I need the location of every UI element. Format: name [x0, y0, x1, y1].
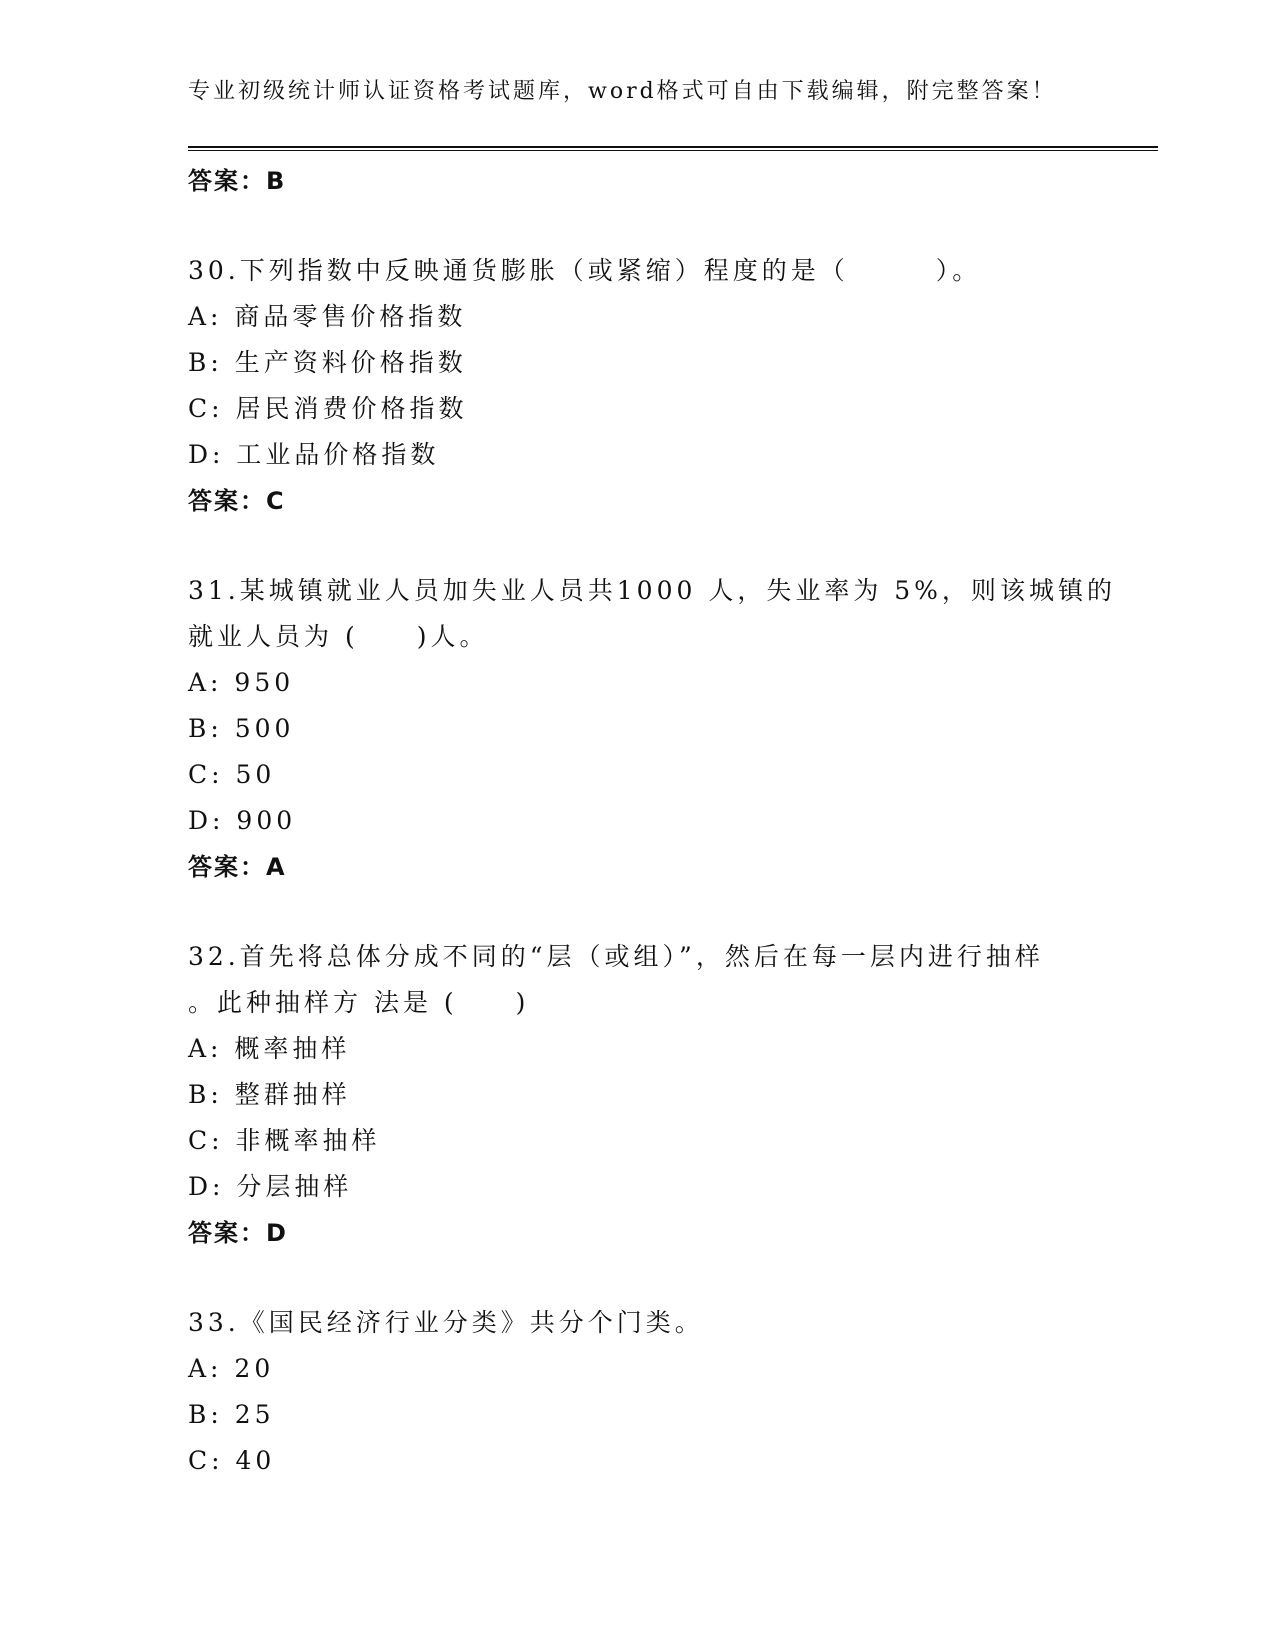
option-a: A: 20	[188, 1354, 275, 1383]
question-31	[188, 568, 1118, 890]
option-b: B: 25	[188, 1400, 275, 1429]
option-a: A: 商品零售价格指数	[188, 302, 467, 331]
question-stem: 31.某城镇就业人员加失业人员共1000 人，失业率为 5%，则该城镇的	[188, 576, 1116, 605]
question-32	[188, 934, 1118, 1256]
question-stem-continued: 就业人员为 ( )人。	[188, 622, 489, 651]
option-d: D: 900	[188, 806, 297, 835]
answer-label: 答案：A	[188, 853, 287, 881]
question-stem: 32.首先将总体分成不同的“层（或组）”，然后在每一层内进行抽样	[188, 942, 1044, 971]
question-stem: 33.《国民经济行业分类》共分个门类。	[188, 1308, 704, 1337]
previous-answer: 答案：B	[188, 167, 287, 195]
option-b: B: 生产资料价格指数	[188, 348, 467, 377]
option-c: C: 40	[188, 1446, 276, 1475]
question-30	[188, 248, 1118, 524]
question-33	[188, 1300, 1118, 1484]
spacer	[188, 204, 1118, 248]
answer-label: 答案：C	[188, 487, 286, 515]
question-stem: 30.下列指数中反映通货膨胀（或紧缩）程度的是（ ）。	[188, 256, 982, 285]
option-c: C: 居民消费价格指数	[188, 394, 468, 423]
option-c: C: 非概率抽样	[188, 1126, 381, 1155]
option-c: C: 50	[188, 760, 276, 789]
option-a: A: 950	[188, 668, 295, 697]
option-b: B: 整群抽样	[188, 1080, 351, 1109]
spacer	[188, 1256, 1118, 1300]
option-a: A: 概率抽样	[188, 1034, 351, 1063]
option-b: B: 500	[188, 714, 295, 743]
spacer	[188, 890, 1118, 934]
spacer	[188, 524, 1118, 568]
page-header: 专业初级统计师认证资格考试题库，word格式可自由下载编辑，附完整答案！	[188, 79, 1057, 104]
question-stem-continued: 。此种抽样方 法是 ( )	[188, 988, 530, 1017]
header-divider	[188, 146, 1158, 151]
option-d: D: 工业品价格指数	[188, 440, 440, 469]
question-list	[188, 158, 1118, 1484]
answer-label: 答案：D	[188, 1219, 288, 1247]
option-d: D: 分层抽样	[188, 1172, 353, 1201]
